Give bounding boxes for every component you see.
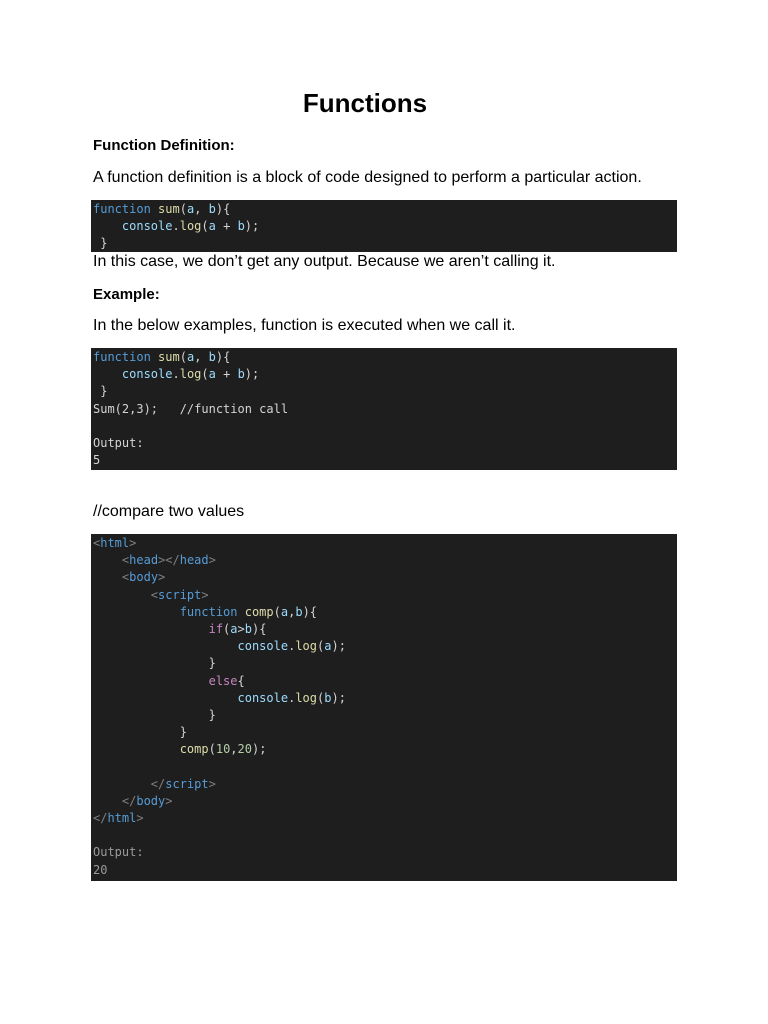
code-line [91, 758, 677, 775]
code-line [91, 707, 677, 724]
code-token: ( [273, 604, 281, 619]
code-line [91, 776, 677, 793]
code-token: a [230, 621, 238, 636]
code-token: } [93, 236, 108, 251]
code-token: </ [121, 793, 137, 808]
code-line [91, 810, 677, 827]
code-token: ); [331, 690, 346, 705]
code-token: console [121, 219, 173, 234]
no-output-paragraph: In this case, we don’t get any output. Because we aren’t calling it. [93, 253, 556, 270]
code-token: console [121, 367, 173, 382]
code-line [91, 621, 677, 638]
code-token: ); [331, 639, 346, 654]
code-token: ( [208, 742, 216, 757]
code-token [238, 605, 245, 619]
code-token: . [172, 219, 180, 234]
code-token: </ [150, 776, 166, 791]
code-token: ( [317, 639, 325, 654]
code-token: if [208, 621, 224, 636]
code-token [93, 794, 122, 808]
code-block-compare [91, 534, 677, 881]
code-token: < [121, 570, 130, 585]
code-token: log [295, 690, 317, 705]
code-line [91, 201, 677, 218]
code-token: > [165, 793, 173, 808]
code-token [93, 639, 238, 653]
code-token: , [194, 350, 209, 364]
code-token: ( [317, 690, 325, 705]
code-token: a [186, 202, 195, 216]
code-line [91, 552, 677, 569]
code-line [91, 862, 677, 879]
code-token: , [230, 742, 238, 757]
code-token: ); [244, 367, 260, 382]
code-token: + [215, 367, 238, 382]
code-token: 20 [237, 742, 252, 757]
example-paragraph: In the below examples, function is executed when we call it. [93, 317, 516, 334]
code-token: function [93, 202, 151, 216]
code-line [91, 690, 677, 707]
code-token [93, 588, 151, 602]
compare-comment-paragraph: //compare two values [93, 503, 245, 520]
code-token: b [237, 219, 245, 234]
code-token: ){ [302, 604, 318, 619]
code-line [91, 673, 677, 690]
code-token: log [179, 219, 202, 234]
code-token: b [244, 621, 252, 636]
code-line [91, 349, 677, 366]
code-token: . [288, 639, 296, 654]
definition-paragraph: A function definition is a block of code designed to perform a particular action. [93, 169, 642, 186]
code-block-example [91, 348, 677, 470]
code-token: html [107, 811, 137, 825]
code-line [91, 604, 677, 621]
code-token: b [237, 367, 245, 382]
code-line [91, 844, 677, 861]
code-token [93, 622, 209, 636]
code-line [91, 401, 677, 418]
code-token: a [324, 639, 332, 654]
code-token [151, 350, 158, 364]
code-token: b [208, 350, 216, 364]
page-title: Functions [302, 88, 428, 118]
code-token: body [136, 793, 166, 808]
code-token: body [129, 570, 159, 585]
code-token: Sum(2,3); //function call [93, 401, 289, 416]
code-token [151, 202, 158, 216]
code-token: a [208, 219, 216, 234]
code-token: > [201, 587, 209, 602]
code-token: > [208, 776, 216, 791]
code-token: ( [179, 350, 187, 364]
code-token: ){ [215, 202, 231, 216]
code-token: Output: [93, 845, 144, 860]
code-token: } [93, 707, 216, 722]
code-token: ( [201, 219, 209, 234]
code-token: ( [201, 367, 209, 382]
code-token: ( [179, 202, 187, 216]
code-line [91, 587, 677, 604]
code-line [91, 827, 677, 844]
code-token [93, 674, 209, 688]
code-token: log [179, 367, 202, 382]
code-token: < [121, 553, 130, 568]
code-line [91, 218, 677, 235]
code-token: ></ [158, 553, 180, 568]
code-token: . [288, 690, 296, 705]
code-line [91, 535, 677, 552]
code-token: ( [223, 621, 231, 636]
code-token: console [237, 639, 289, 654]
code-token: a [280, 604, 289, 619]
code-token: 10 [215, 742, 231, 757]
code-token: 5 [93, 453, 101, 468]
code-token [93, 553, 122, 567]
code-token: + [215, 219, 238, 234]
code-token: a [208, 367, 216, 382]
code-token [93, 605, 180, 619]
code-token: head [129, 553, 159, 568]
code-token: a [186, 350, 195, 364]
heading-function-definition: Function Definition: [93, 137, 235, 154]
code-line [91, 741, 677, 758]
code-token: console [237, 690, 289, 705]
code-line [91, 383, 677, 400]
code-token: > [158, 570, 166, 585]
code-token [93, 570, 122, 584]
code-token: Output: [93, 435, 144, 450]
code-token: , [194, 202, 209, 216]
code-token: function [93, 350, 151, 364]
code-line [91, 793, 677, 810]
code-line [91, 655, 677, 672]
code-token: b [208, 202, 216, 216]
code-token: function [179, 604, 238, 619]
code-token: } [93, 725, 187, 740]
code-token: > [129, 536, 137, 550]
code-token: sum [158, 202, 180, 216]
code-line [91, 638, 677, 655]
code-token: b [295, 604, 303, 619]
code-token: } [93, 656, 216, 671]
code-token: ); [244, 219, 260, 234]
code-token: { [237, 673, 245, 688]
code-line [91, 452, 677, 469]
code-token: } [93, 384, 108, 399]
code-token: b [324, 690, 332, 705]
code-token [93, 777, 151, 791]
code-token: head [179, 553, 209, 568]
code-token: comp [244, 604, 274, 619]
code-token: ){ [251, 621, 267, 636]
code-token [93, 742, 180, 756]
code-line [91, 366, 677, 383]
code-token: . [172, 367, 180, 382]
code-token [93, 219, 122, 233]
code-token: comp [179, 742, 209, 757]
code-token: > [136, 811, 144, 825]
code-token [93, 367, 122, 381]
heading-example: Example: [93, 286, 160, 303]
code-token: ); [251, 742, 267, 757]
code-token [93, 691, 238, 705]
code-token: else [208, 673, 238, 688]
code-block-definition [91, 200, 677, 252]
code-line [91, 724, 677, 741]
code-token: </ [93, 811, 108, 825]
code-line [91, 435, 677, 452]
code-line [91, 569, 677, 586]
code-token: sum [158, 350, 180, 364]
code-token: < [150, 587, 159, 602]
code-token: > [237, 621, 245, 636]
code-token: log [295, 639, 317, 654]
code-token: html [100, 536, 130, 550]
code-line [91, 235, 677, 252]
code-token: script [165, 776, 209, 791]
code-token: , [288, 604, 296, 619]
code-token: ){ [215, 350, 231, 364]
code-token: script [158, 587, 202, 602]
code-token: < [93, 536, 101, 550]
code-token: > [208, 553, 216, 568]
code-token: 20 [93, 862, 108, 877]
code-line [91, 418, 677, 435]
